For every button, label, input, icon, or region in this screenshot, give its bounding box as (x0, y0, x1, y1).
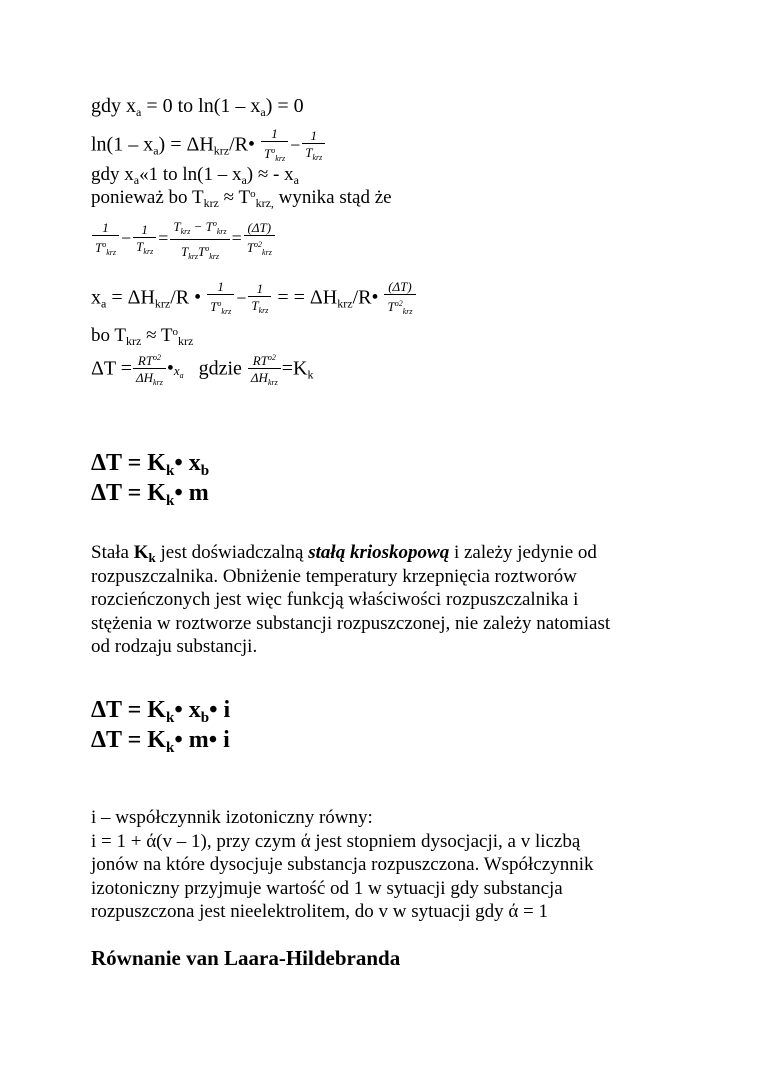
fraction: $\frac{1}{T^o_{krz}}$ (261, 126, 288, 166)
bold-equation-2: $\Delta T = K_k•$ m (91, 480, 209, 509)
fraction: $\frac{1}{T_{krz}}$ (302, 128, 325, 165)
fraction: $\frac{1}{T_{krz}}$ (133, 222, 156, 259)
equation-line-6: $x_a = \Delta H_{krz}/R$ • $\frac{1}{T^o_{krz}}$ − $\frac{1}{T_{krz}}$ = = $\Delta H_{krz}/R•$ $\frac{(\Delta T)}{T^{o2}_{krz}}$ (91, 279, 417, 319)
equation-line-7: bo $T_{krz} \approx T^o_{krz}$ (91, 325, 194, 348)
bold-equation-3: $\Delta T = K_k•$ $x_b•$ i (91, 697, 231, 726)
bold-equation-1: $\Delta T = K_k•$ $x_b$ (91, 450, 210, 479)
equation-line-1: gdy $x_a = 0$ to $\ln(1 - x_a) = 0$ (91, 95, 304, 119)
equation-line-2: $\ln(1 - x_a)$ = $\Delta H_{krz}/R•$ $\frac{1}{T^o_{krz}}$ − $\frac{1}{T_{krz}}$ (91, 126, 326, 166)
fraction: $\frac{RT^{o2}}{\Delta H_{krz}}$ (248, 350, 281, 390)
equation-line-4: ponieważ bo $T_{krz} \approx T^o_{krz,}$ wynika stąd że (91, 187, 392, 210)
fraction: $\frac{T_{krz} - T^o_{krz}}{T_{krz}T^o_{krz}}$ (170, 216, 229, 264)
fraction: $\frac{1}{T^o_{krz}}$ (92, 220, 119, 260)
fraction: $\frac{(\Delta T)}{T^{o2}_{krz}}$ (244, 220, 275, 260)
fraction: $\frac{1}{T_{krz}}$ (248, 281, 271, 318)
paragraph-izotoniczny: i – współczynnik izotoniczny równy: i = 1 + ά(v – 1), przy czym ά jest stopniem dysocjacji, a v liczbą jonów na które dysocjuje substancja rozpuszczona. Współczynnik izotoniczny przyjmuje wartość od 1 w sytuacji gdy substancja rozpuszczona jest nieelektrolitem, do v w sytuacji gdy ά = 1 (91, 807, 594, 922)
paragraph-krioskopowa: Stała $K_k$ jest doświadczalną stałą krioskopową i zależy jedynie od rozpuszczalnika. Obniżenie temperatury krzepnięcia roztworów rozcieńczonych jest więc funkcją właściwości rozpuszczalnika i stężenia w roztworze substancji rozpuszczonej, nie zależy natomiast od rodzaju substancji. (91, 542, 611, 657)
equation-line-5: $\frac{1}{T^o_{krz}}$ − $\frac{1}{T_{krz}}$ = $\frac{T_{krz} - T^o_{krz}}{T_{krz}T^o_{krz}}$ = $\frac{(\Delta T)}{T^{o2}_{krz}}$ (91, 216, 276, 264)
fraction: $\frac{(\Delta T)}{T^{o2}_{krz}}$ (384, 279, 415, 319)
section-heading: Równanie van Laara-Hildebranda (91, 946, 401, 970)
bold-equation-4: $\Delta T = K_k•$ m• i (91, 727, 230, 756)
fraction: $\frac{1}{T^o_{krz}}$ (207, 279, 234, 319)
fraction: $\frac{RT^{o2}}{\Delta H_{krz}}$ (133, 350, 166, 390)
equation-line-8: ΔT = $\frac{RT^{o2}}{\Delta H_{krz}}$ $•x_a$ gdzie $\frac{RT^{o2}}{\Delta H_{krz}}$ $=K_k$ (91, 350, 313, 390)
equation-line-3: gdy $x_a«1$ to $\ln(1 - x_a)$ ≈ - $x_a$ (91, 164, 299, 187)
